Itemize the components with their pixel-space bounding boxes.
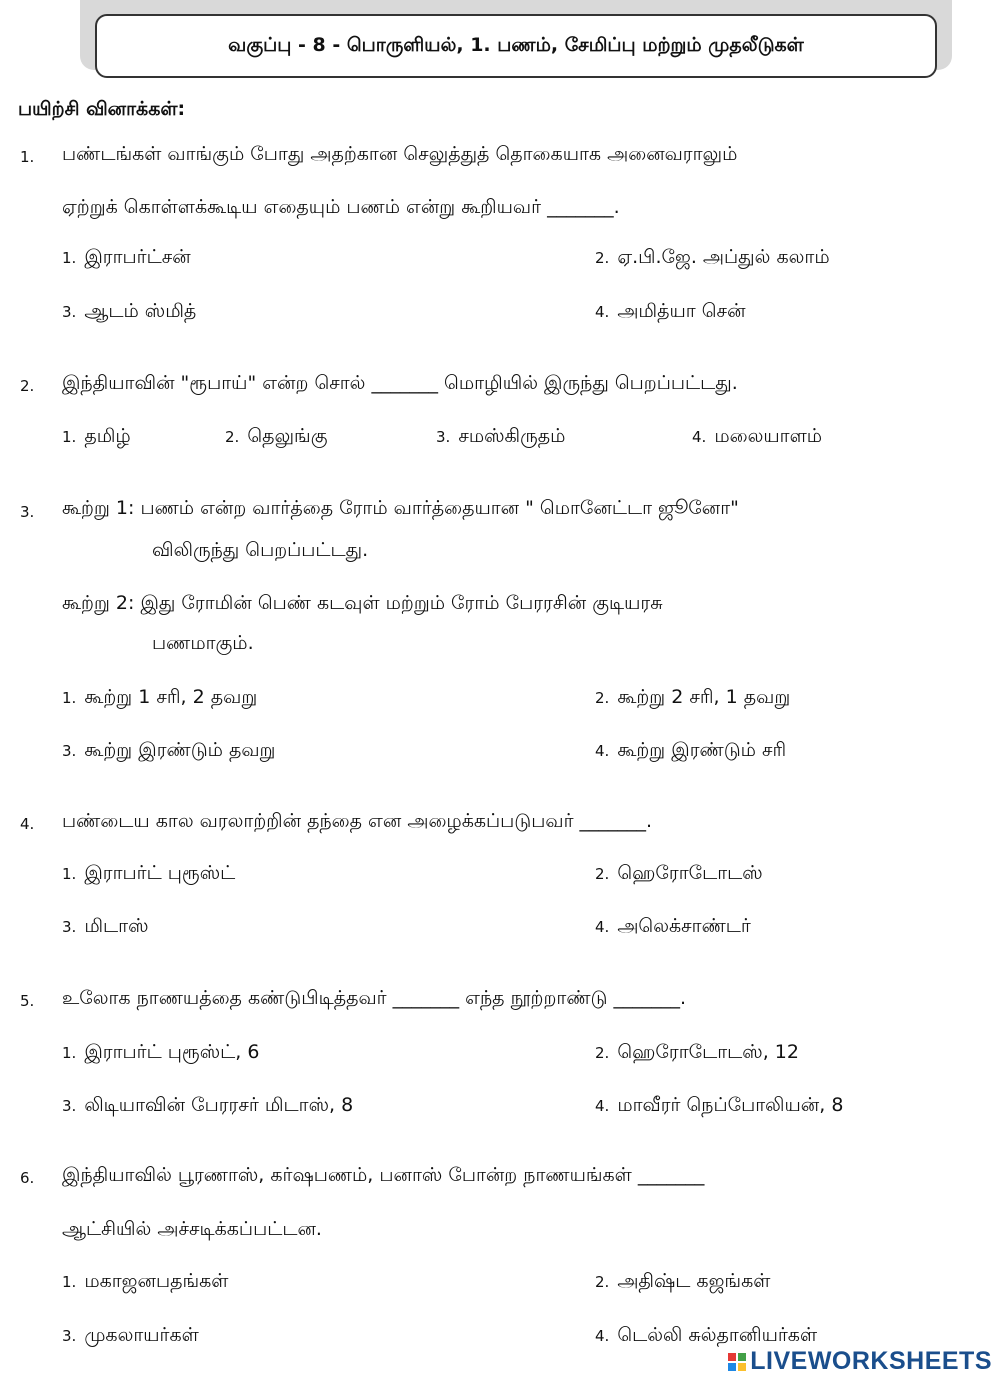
- option[interactable]: 2. ஹெரோடோடஸ், 12: [595, 1041, 799, 1063]
- question-text-line: பண்டைய கால வரலாற்றின் தந்தை என அழைக்கப்படுபவர் _______.: [62, 810, 653, 832]
- question-number: 5.: [20, 992, 35, 1010]
- question-number: 4.: [20, 815, 35, 833]
- option[interactable]: 1. இராபர்ட் புரூஸ்ட்: [62, 862, 236, 884]
- option[interactable]: 2. தெலுங்கு: [225, 425, 328, 447]
- option[interactable]: 4. மாவீரர் நெப்போலியன், 8: [595, 1094, 844, 1116]
- liveworksheets-logo[interactable]: [728, 1347, 992, 1376]
- option[interactable]: 2. அதிஷ்ட கஜங்கள்: [595, 1270, 771, 1292]
- option[interactable]: 1. கூற்று 1 சரி, 2 தவறு: [62, 686, 258, 708]
- option[interactable]: 2. ஏ.பி.ஜே. அப்துல் கலாம்: [595, 246, 830, 268]
- question-number: 2.: [20, 377, 35, 395]
- question-text-line: பணமாகும்.: [152, 632, 254, 654]
- logo-icon: [728, 1353, 746, 1371]
- question-number: 6.: [20, 1169, 35, 1187]
- option[interactable]: 1. இராபர்ட்சன்: [62, 246, 191, 268]
- logo-text: LIVEWORKSHEETS: [750, 1347, 992, 1375]
- option[interactable]: 4. அமித்யா சென்: [595, 300, 746, 322]
- question-text-line: ஏற்றுக் கொள்ளக்கூடிய எதையும் பணம் என்று கூறியவர் _______.: [62, 196, 620, 218]
- option[interactable]: 4. டெல்லி சுல்தானியர்கள்: [595, 1324, 818, 1346]
- option[interactable]: 4. மலையாளம்: [692, 425, 823, 447]
- option[interactable]: 2. கூற்று 2 சரி, 1 தவறு: [595, 686, 791, 708]
- question-text-line: கூற்று 1: பணம் என்ற வார்த்தை ரோம் வார்த்தையான " மொனேட்டா ஜூனோ": [62, 497, 739, 519]
- option[interactable]: 3. லிடியாவின் பேரரசர் மிடாஸ், 8: [62, 1094, 354, 1116]
- option[interactable]: 2. ஹெரோடோடஸ்: [595, 862, 763, 884]
- option[interactable]: 3. சமஸ்கிருதம்: [436, 425, 566, 447]
- question-text-line: இந்தியாவின் "ரூபாய்" என்ற சொல் _______ மொழியில் இருந்து பெறப்பட்டது.: [62, 372, 738, 394]
- question-text-line: உலோக நாணயத்தை கண்டுபிடித்தவர் _______ எந்த நூற்றாண்டு _______.: [62, 987, 687, 1009]
- question-text-line: இந்தியாவில் பூரணாஸ், கர்ஷபணம், பனாஸ் போன்ற நாணயங்கள் _______: [62, 1164, 705, 1186]
- option[interactable]: 1. இராபர்ட் புரூஸ்ட், 6: [62, 1041, 260, 1063]
- question-text-line: ஆட்சியில் அச்சடிக்கப்பட்டன.: [62, 1218, 322, 1240]
- question-text-line: விலிருந்து பெறப்பட்டது.: [152, 539, 369, 561]
- question-number: 1.: [20, 148, 35, 166]
- option[interactable]: 1. தமிழ்: [62, 425, 131, 447]
- option[interactable]: 4. அலெக்சாண்டர்: [595, 915, 751, 937]
- question-number: 3.: [20, 503, 35, 521]
- option[interactable]: 3. ஆடம் ஸ்மித்: [62, 300, 197, 322]
- option[interactable]: 1. மகாஜனபதங்கள்: [62, 1270, 229, 1292]
- section-title: பயிற்சி வினாக்கள்:: [18, 98, 186, 120]
- option[interactable]: 3. முகலாயர்கள்: [62, 1324, 199, 1346]
- option[interactable]: 4. கூற்று இரண்டும் சரி: [595, 739, 787, 761]
- question-text-line: கூற்று 2: இது ரோமின் பெண் கடவுள் மற்றும் ரோம் பேரரசின் குடியரசு: [62, 592, 663, 614]
- option[interactable]: 3. மிடாஸ்: [62, 915, 149, 937]
- option[interactable]: 3. கூற்று இரண்டும் தவறு: [62, 739, 276, 761]
- question-text-line: பண்டங்கள் வாங்கும் போது அதற்கான செலுத்துத் தொகையாக அனைவராலும்: [62, 143, 738, 165]
- page-title: வகுப்பு - 8 - பொருளியல், 1. பணம், சேமிப்பு மற்றும் முதலீடுகள்: [95, 14, 937, 78]
